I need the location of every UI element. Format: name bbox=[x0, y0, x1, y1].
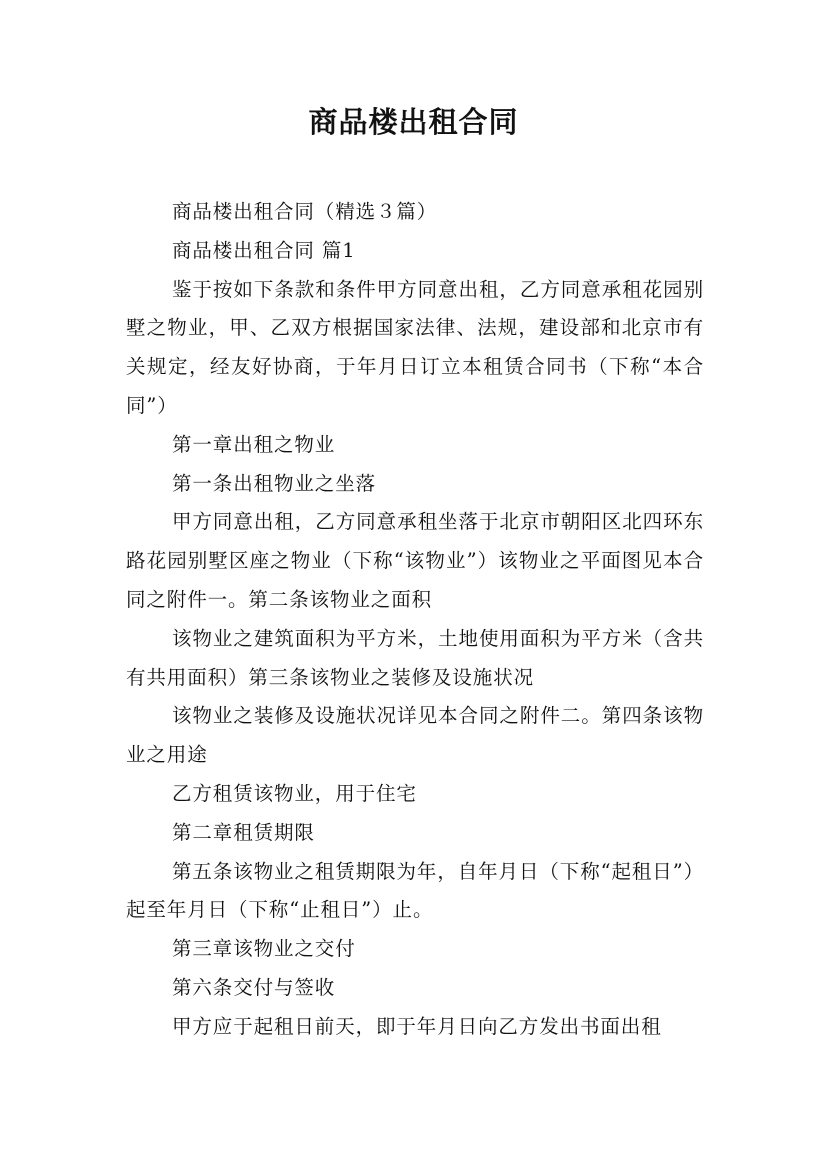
chapter-heading-2: 第二章租赁期限 bbox=[172, 820, 315, 844]
chapter-heading-3: 第三章该物业之交付 bbox=[172, 937, 356, 961]
article-heading-6: 第六条交付与签收 bbox=[172, 975, 336, 999]
paragraph-usage: 乙方租赁该物业，用于住宅 bbox=[172, 781, 417, 805]
paragraph-section-heading: 商品楼出租合同 篇1 bbox=[172, 238, 356, 262]
paragraph-property-location: 甲方同意出租，乙方同意承租坐落于北京市朝阳区北四环东路花园别墅区座之物业（下称“该物业”）该物业之平面图见本合同之附件一。第二条该物业之面积 bbox=[126, 510, 704, 611]
document-title: 商品楼出租合同 bbox=[308, 105, 519, 139]
paragraph-decoration: 该物业之装修及设施状况详见本合同之附件二。第四条该物业之用途 bbox=[126, 704, 704, 767]
chapter-heading-1: 第一章出租之物业 bbox=[172, 432, 336, 456]
document-body bbox=[126, 193, 704, 1047]
article-heading-1: 第一条出租物业之坐落 bbox=[172, 471, 377, 495]
paragraph-delivery: 甲方应于起租日前天，即于年月日向乙方发出书面出租 bbox=[172, 1014, 662, 1038]
paragraph-subtitle: 商品楼出租合同（精选３篇） bbox=[172, 200, 438, 223]
paragraph-lease-term: 第五条该物业之租赁期限为年，自年月日（下称“起租日”）起至年月日（下称“止租日”）止。 bbox=[126, 859, 704, 922]
paragraph-property-area: 该物业之建筑面积为平方米，土地使用面积为平方米（含共有共用面积）第三条该物业之装修及设施状况 bbox=[126, 626, 704, 689]
paragraph-preamble: 鉴于按如下条款和条件甲方同意出租，乙方同意承租花园别墅之物业，甲、乙双方根据国家法律、法规，建设部和北京市有关规定，经友好协商，于年月日订立本租赁合同书（下称“本合同”） bbox=[126, 277, 704, 417]
